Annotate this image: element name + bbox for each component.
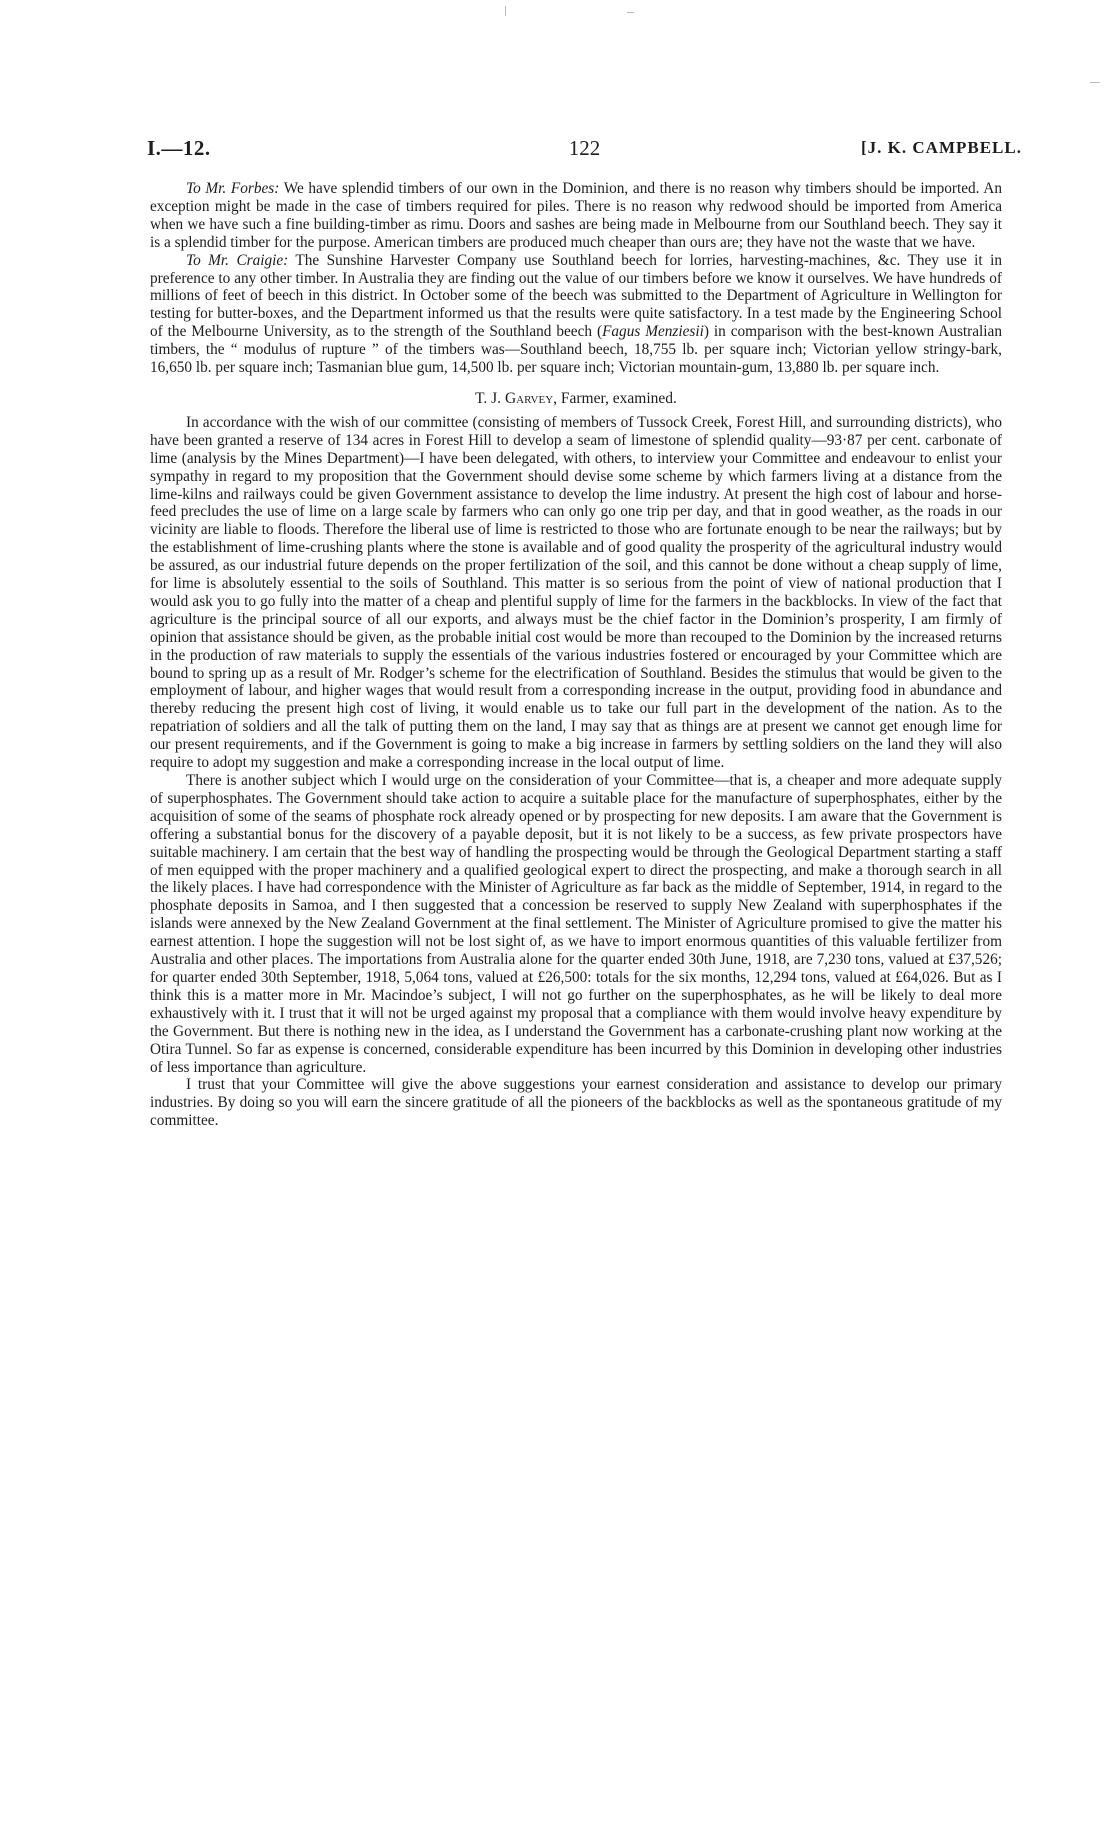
paragraph-lead: To Mr. Forbes: xyxy=(186,180,280,197)
heading-name: Garvey xyxy=(504,389,554,407)
scan-mark-right-edge xyxy=(1090,82,1100,83)
paragraph-text: ) in comparison with the best-known Australian timbers, the “ modulus of rupture ” of the timbers was—Southland beech, 18,755 lb. per square inch; Victorian yellow stringy-bark, 16,650 lb. per square inch; Tasmanian blue gum, 14,500 lb. per square inch; Victorian mountain-gum, 13,880 lb. per square inch. xyxy=(150,323,1002,377)
page-number: 122 xyxy=(568,136,601,160)
document-body xyxy=(150,180,1002,1130)
heading-rest: , Farmer, examined. xyxy=(553,389,677,407)
witness-name: [J. K. CAMPBELL. xyxy=(861,138,1022,157)
scan-mark-top xyxy=(505,6,506,16)
paragraph-superphosphates: There is another subject which I would urge on the consideration of your Committee—that is, a cheaper and more adequate supply of superphosphates. The Government should take action to acquire a suitable place for the manufacture of superphosphates, either by the acquisition of some of the seams of phosphate rock already opened or by prospecting for new deposits. I am aware that the Government is offering a substantial bonus for the discovery of a payable deposit, but it is not likely to be a success, as few private prospectors have suitable machinery. I am certain that the best way of handling the prospecting would be through the Geological Department starting a staff of men equipped with the proper machinery and a qualified geological expert to direct the prospecting, and make a thorough search in all the likely places. I have had correspondence with the Minister of Agriculture as far back as the middle of September, 1914, in regard to the phosphate deposits in Samoa, and I then suggested that a concession be reserved to supply New Zealand with superphosphates if the islands were annexed by the New Zealand Government at the final settlement. The Minister of Agriculture promised to give the matter his earnest attention. I hope the suggestion will not be lost sight of, as we have to import enormous quantities of this valuable fertilizer from Australia and other places. The importations from Australia alone for the quarter ended 30th June, 1918, are 7,230 tons, valued at £37,526; for quarter ended 30th September, 1918, 5,064 tons, valued at £26,500: totals for the six months, 12,294 tons, valued at £64,026. But as I think this is a matter more in Mr. Macindoe’s subject, I will not go further on the superphosphates, as he will be likely to deal more exhaustively with it. I trust that it will not be urged against my proposal that a compliance with them would involve heavy expenditure by the Government. But there is nothing new in the idea, as I understand the Government has a carbonate-crushing plant now working at the Otira Tunnel. So far as expense is concerned, considerable expenditure has been incurred by this Dominion in developing other industries of less importance than agriculture. xyxy=(150,772,1002,1076)
paragraph-forbes xyxy=(150,180,1002,252)
paragraph-lime: In accordance with the wish of our committee (consisting of members of Tussock Creek, Forest Hill, and surrounding districts), who have been granted a reserve of 134 acres in Forest Hill to develop a seam of limestone of splendid quality—93·87 per cent. carbonate of lime (analysis by the Mines Department)—I have been delegated, with others, to interview your Committee and endeavour to enlist your sympathy in regard to my proposition that the Government should devise some scheme by which farmers living at a distance from the lime-kilns and railways could be given Government assistance to develop the lime industry. At present the high cost of labour and horse-feed precludes the use of lime on a large scale by farmers who can only go one trip per day, and that in good weather, as the roads in our vicinity are liable to floods. Therefore the liberal use of lime is restricted to those who are fortunate enough to be near the railways; but by the establishment of lime-crushing plants where the stone is available and of good quality the prosperity of the agricultural industry would be assured, as our industrial future depends on the proper fertilization of the soil, and this cannot be done without a cheap supply of lime, for lime is absolutely essential to the soils of Southland. This matter is so serious from the point of view of national production that I would ask you to go fully into the matter of a cheap and plentiful supply of lime for the farmers in the backblocks. In view of the fact that agriculture is the principal source of all our exports, and always must be the chief factor in the Dominion’s prosperity, I am firmly of opinion that assistance should be given, as the probable initial cost would be more than recouped to the Dominion by the increased returns in the production of raw materials to supply the essentials of the various industries fostered or encouraged by your Committee which are bound to spring up as a result of Mr. Rodger’s scheme for the electrification of Southland. Besides the stimulus that would be given to the employment of labour, and higher wages that would result from a corresponding increase in the output, providing food in abundance and thereby reducing the present high cost of living, it would enable us to take our full part in the development of the nation. As to the repatriation of soldiers and all the talk of putting them on the land, I may say that as things are at present we cannot get enough lime for our present requirements, and if the Government is going to make a big increase in farmers by settling soldiers on the land they will also require to adopt my suggestion and make a corresponding increase in the local output of lime. xyxy=(150,413,1002,772)
paper-reference: I.—12. xyxy=(147,136,211,160)
paragraph-craigie xyxy=(150,252,1002,377)
paragraph-closing: I trust that your Committee will give the above suggestions your earnest consideration and assistance to develop our primary industries. By doing so you will earn the sincere gratitude of all the pioneers of the backblocks as well as the spontaneous gratitude of my committee. xyxy=(150,1076,1002,1130)
page-header xyxy=(147,136,1022,166)
witness-heading xyxy=(150,390,1002,408)
paragraph-text: The Sunshine Harvester Company use Southland beech for lorries, harvesting-machines, &c. They use it in preference to any other timber. In Australia they are finding out the value of our timbers before we know it ourselves. We have hundreds of millions of feet of beech in this district. In October some of the beech was submitted to the Department of Agriculture in Wellington for testing for butter-boxes, and the Department informed us that the results were quite satisfactory. In a test made by the Engineering School of the Melbourne University, as to the strength of the Southland beech ( xyxy=(150,251,1002,341)
paragraph-text: We have splendid timbers of our own in the Dominion, and there is no reason why timbers should be imported. An exception might be made in the case of timbers required for piles. There is no reason why redwood should be imported from America when we have such a fine building-timber as rimu. Doors and sashes are being made in Melbourne from our Southland beech. They say it is a splendid timber for the purpose. American timbers are produced much cheaper than ours are; they have not the waste that we have. xyxy=(150,180,1002,251)
scan-mark-top-right xyxy=(627,12,634,13)
paragraph-lead: To Mr. Craigie: xyxy=(186,251,289,269)
species-name: Fagus Menziesii xyxy=(602,323,704,341)
heading-initials: T. J. xyxy=(475,389,502,407)
